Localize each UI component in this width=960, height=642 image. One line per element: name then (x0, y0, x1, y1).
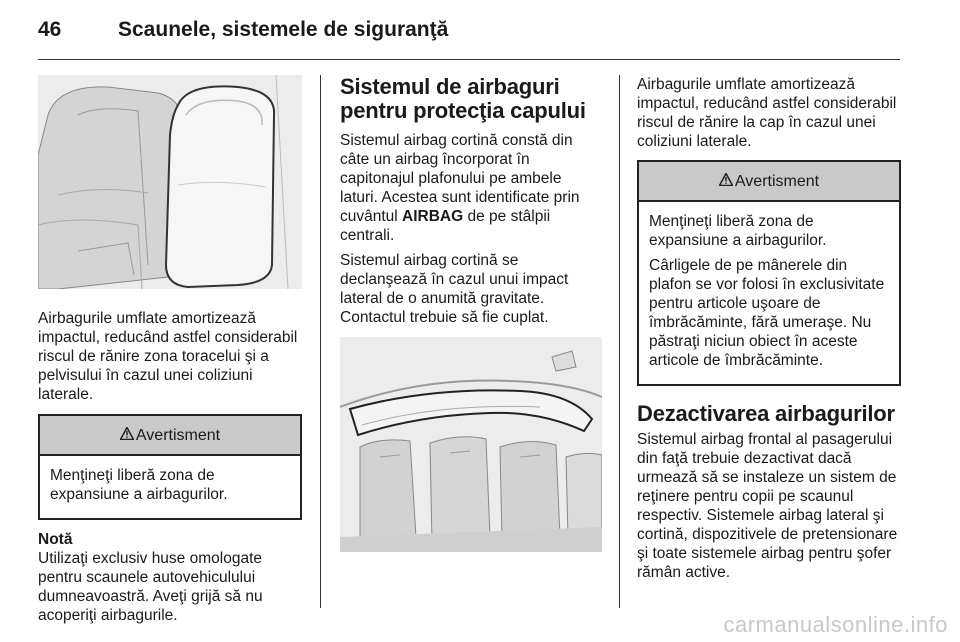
body-text: Sistemul airbag cortină se declanşează în cazul unui impact lateral de o anumită gravitate. Contactul trebuie să fie cuplat. (340, 252, 569, 326)
column-right (637, 75, 901, 588)
warning-text: Cârligele de pe mânerele din plafon se vor folosi în exclusivitate pentru articole uşoare de îmbrăcăminte, fără umeraşe. Nu păstraţi niciun obiect în aceste articole de îmbrăcăminte. (649, 257, 885, 369)
warning-title: Avertisment (734, 172, 820, 190)
warning-header (40, 416, 300, 456)
warning-triangle-icon (120, 426, 134, 445)
note-title: Notă (38, 531, 73, 548)
page-header (38, 16, 918, 48)
section-heading: Sistemul de airbaguri pentru protecţia capului (340, 74, 586, 123)
warning-triangle-icon (719, 172, 733, 191)
note-text: Utilizaţi exclusiv huse omologate pentru scaunele autovehiculului dumneavoastră. Aveţi grijă să nu acoperiţi airbagurile. (38, 550, 263, 624)
watermark: carmanualsonline.info (723, 612, 948, 637)
warning-box (38, 414, 302, 520)
body-text: Airbagurile umflate amortizează impactul, reducând astfel considerabil riscul de rănire zona toracelui şi a pelvisului în cazul unei coliziuni laterale. (38, 310, 298, 403)
warning-text: Menţineţi liberă zona de expansiune a airbagurilor. (649, 213, 827, 249)
header-rule (38, 59, 900, 60)
column-left (38, 75, 302, 631)
airbag-label: AIRBAG (402, 208, 464, 225)
warning-text: Menţineţi liberă zona de expansiune a airbagurilor. (50, 467, 228, 503)
page-title: Scaunele, sistemele de siguranţă (118, 18, 449, 41)
column-middle (340, 75, 602, 552)
warning-title: Avertisment (135, 426, 221, 444)
warning-box (637, 160, 901, 386)
note (38, 530, 302, 625)
warning-header (639, 162, 899, 202)
curtain-airbag-illustration (340, 337, 602, 552)
section-heading: Dezactivarea airbagurilor (637, 401, 895, 426)
column-divider (320, 75, 321, 608)
warning-body (40, 456, 300, 518)
body-text: Sistemul airbag frontal al pasagerului din faţă trebuie dezactivat dacă urmează să se instaleze un sistem de reţinere pentru copii pe scaunul respectiv. Sistemele airbag lateral şi cortină, dispozitivele de pretensionare şi toate sistemele airbag pentru şofer rămân active. (637, 431, 898, 581)
warning-body (639, 202, 899, 384)
body-text: Airbagurile umflate amortizează impactul, reducând astfel considerabil riscul de rănire la cap în cazul unei coliziuni laterale. (637, 76, 897, 150)
page-number: 46 (38, 18, 62, 41)
body-text: Sistemul airbag cortină constă din câte un airbag încorporat în capitonajul plafonului pe ambele laturi. Acestea sunt identificate prin cuvântul AIRBAG de pe stâlpii centrali. (340, 132, 580, 244)
seat-side-airbag-illustration (38, 75, 302, 289)
column-divider (619, 75, 620, 608)
